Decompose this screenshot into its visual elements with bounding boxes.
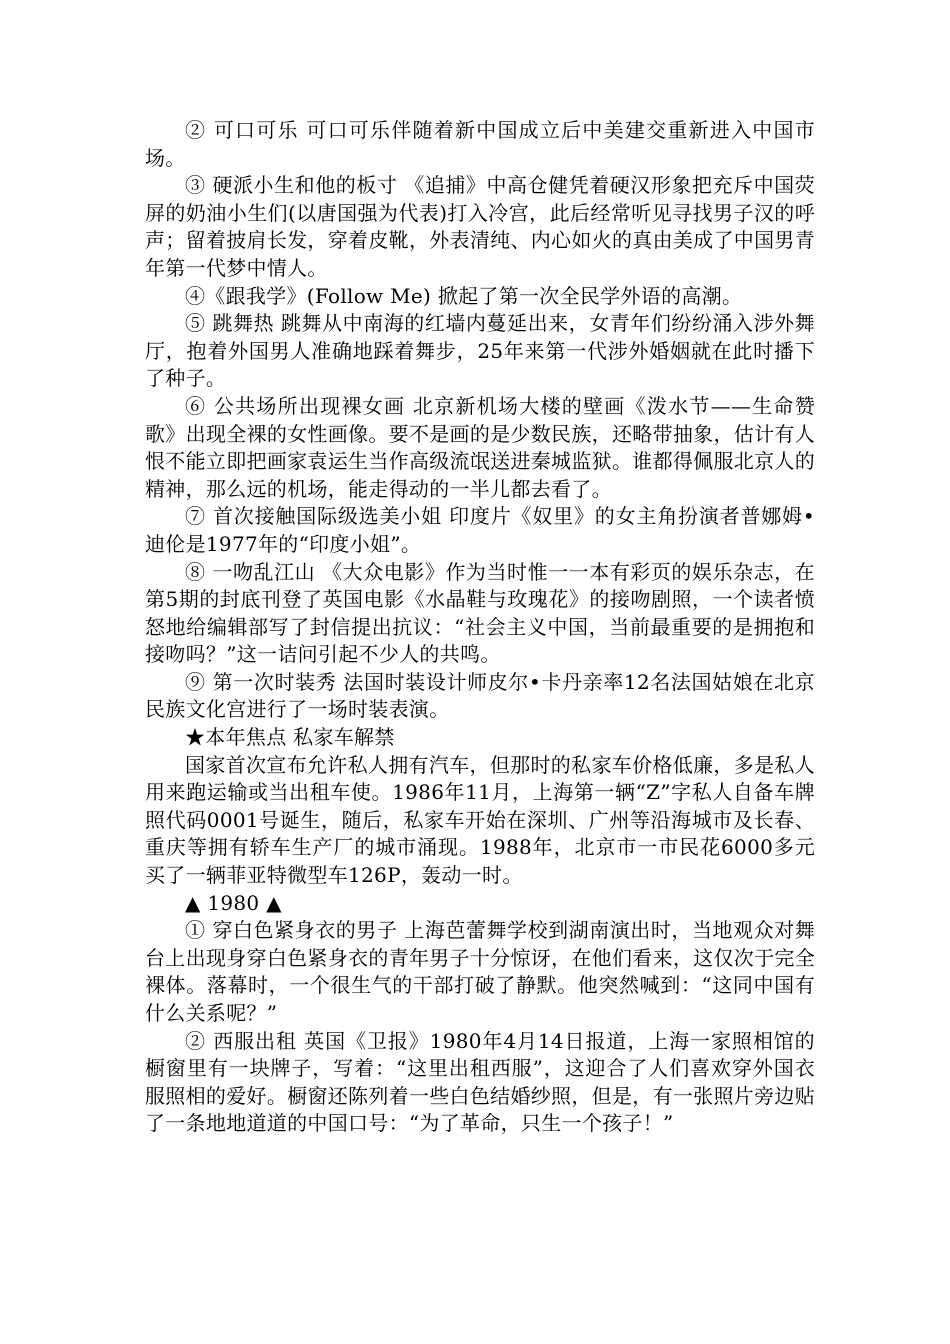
paragraph-follow-me: ④《跟我学》(Follow Me) 掀起了第一次全民学外语的高潮。 — [185, 283, 743, 308]
paragraph-tough-guy-idol: ③ 硬派小生和他的板寸 《追捕》中高仓健凭着硬汉形象把充斥中国荧屏的奶油小生们(以唐国强为代表)打入冷宫，此后经常听见寻找男子汉的呼声；留着披肩长发，穿着皮靴，外表清纯、内心如火的真由美成了中国男青年第一代梦中情人。 — [145, 173, 815, 280]
paragraph-kiss-photo: ⑧ 一吻乱江山 《大众电影》作为当时惟一一本有彩页的娱乐杂志，在第5期的封底刊登了英国电影《水晶鞋与玫瑰花》的接吻剧照，一个读者愤怒地给编辑部写了封信提出抗议：“社会主义中国，当前最重要的是拥抱和接吻吗？”这一诘问引起不少人的共鸣。 — [145, 559, 815, 667]
document-body — [145, 117, 815, 1138]
paragraph-dance-craze: ⑤ 跳舞热 跳舞从中南海的红墙内蔓延出来，女青年们纷纷涌入涉外舞厅，抱着外国男人准确地踩着舞步，25年来第一代涉外婚姻就在此时播下了种子。 — [145, 311, 815, 391]
paragraph-suit-rental: ② 西服出租 英国《卫报》1980年4月14日报道，上海一家照相馆的橱窗里有一块牌子，写着：“这里出租西服”，这迎合了人们喜欢穿外国衣服照相的爱好。橱窗还陈列着一些白色结婚纱照，但是，有一张照片旁边贴了一条地地道道的中国口号：“为了革命，只生一个孩子！” — [145, 1028, 815, 1136]
paragraph-coca-cola: ② 可口可乐 可口可乐伴随着新中国成立后中美建交重新进入中国市场。 — [145, 118, 815, 170]
paragraph-nude-mural: ⑥ 公共场所出现裸女画 北京新机场大楼的壁画《泼水节——生命赞歌》出现全裸的女性画像。要不是画的是少数民族，还略带抽象，估计有人恨不能立即把画家袁运生当作高级流氓送进秦城监狱。谁都得佩服北京人的精神，那么远的机场，能走得动的一半儿都去看了。 — [145, 393, 815, 501]
paragraph-beauty-queen: ⑦ 首次接触国际级选美小姐 印度片《奴里》的女主角扮演者普娜姆•迪伦是1977年的“印度小姐”。 — [145, 504, 815, 556]
year-heading-1980: ▲ 1980 ▲ — [185, 890, 282, 915]
section-heading-focus: ★本年焦点 私家车解禁 — [185, 725, 395, 750]
paragraph-private-cars: 国家首次宣布允许私人拥有汽车，但那时的私家车价格低廉，多是私人用来跑运输或当出租车使。1986年11月，上海第一辆“Z”字私人自备车牌照代码0001号诞生，随后，私家车开始在深圳、广州等沿海城市及长春、重庆等拥有轿车生产厂的城市涌现。1988年，北京市一市民花6000多元买了一辆菲亚特微型车126P，轰动一时。 — [145, 752, 815, 888]
paragraph-fashion-show: ⑨ 第一次时装秀 法国时装设计师皮尔•卡丹亲率12名法国姑娘在北京民族文化宫进行了一场时装表演。 — [145, 669, 815, 722]
paragraph-white-tights: ① 穿白色紧身衣的男子 上海芭蕾舞学校到湖南演出时，当地观众对舞台上出现身穿白色紧身衣的青年男子十分惊讶，在他们看来，这仅次于完全裸体。落幕时，一个很生气的干部打破了静默。他突然喊到：“这同中国有什么关系呢？” — [145, 918, 815, 1025]
